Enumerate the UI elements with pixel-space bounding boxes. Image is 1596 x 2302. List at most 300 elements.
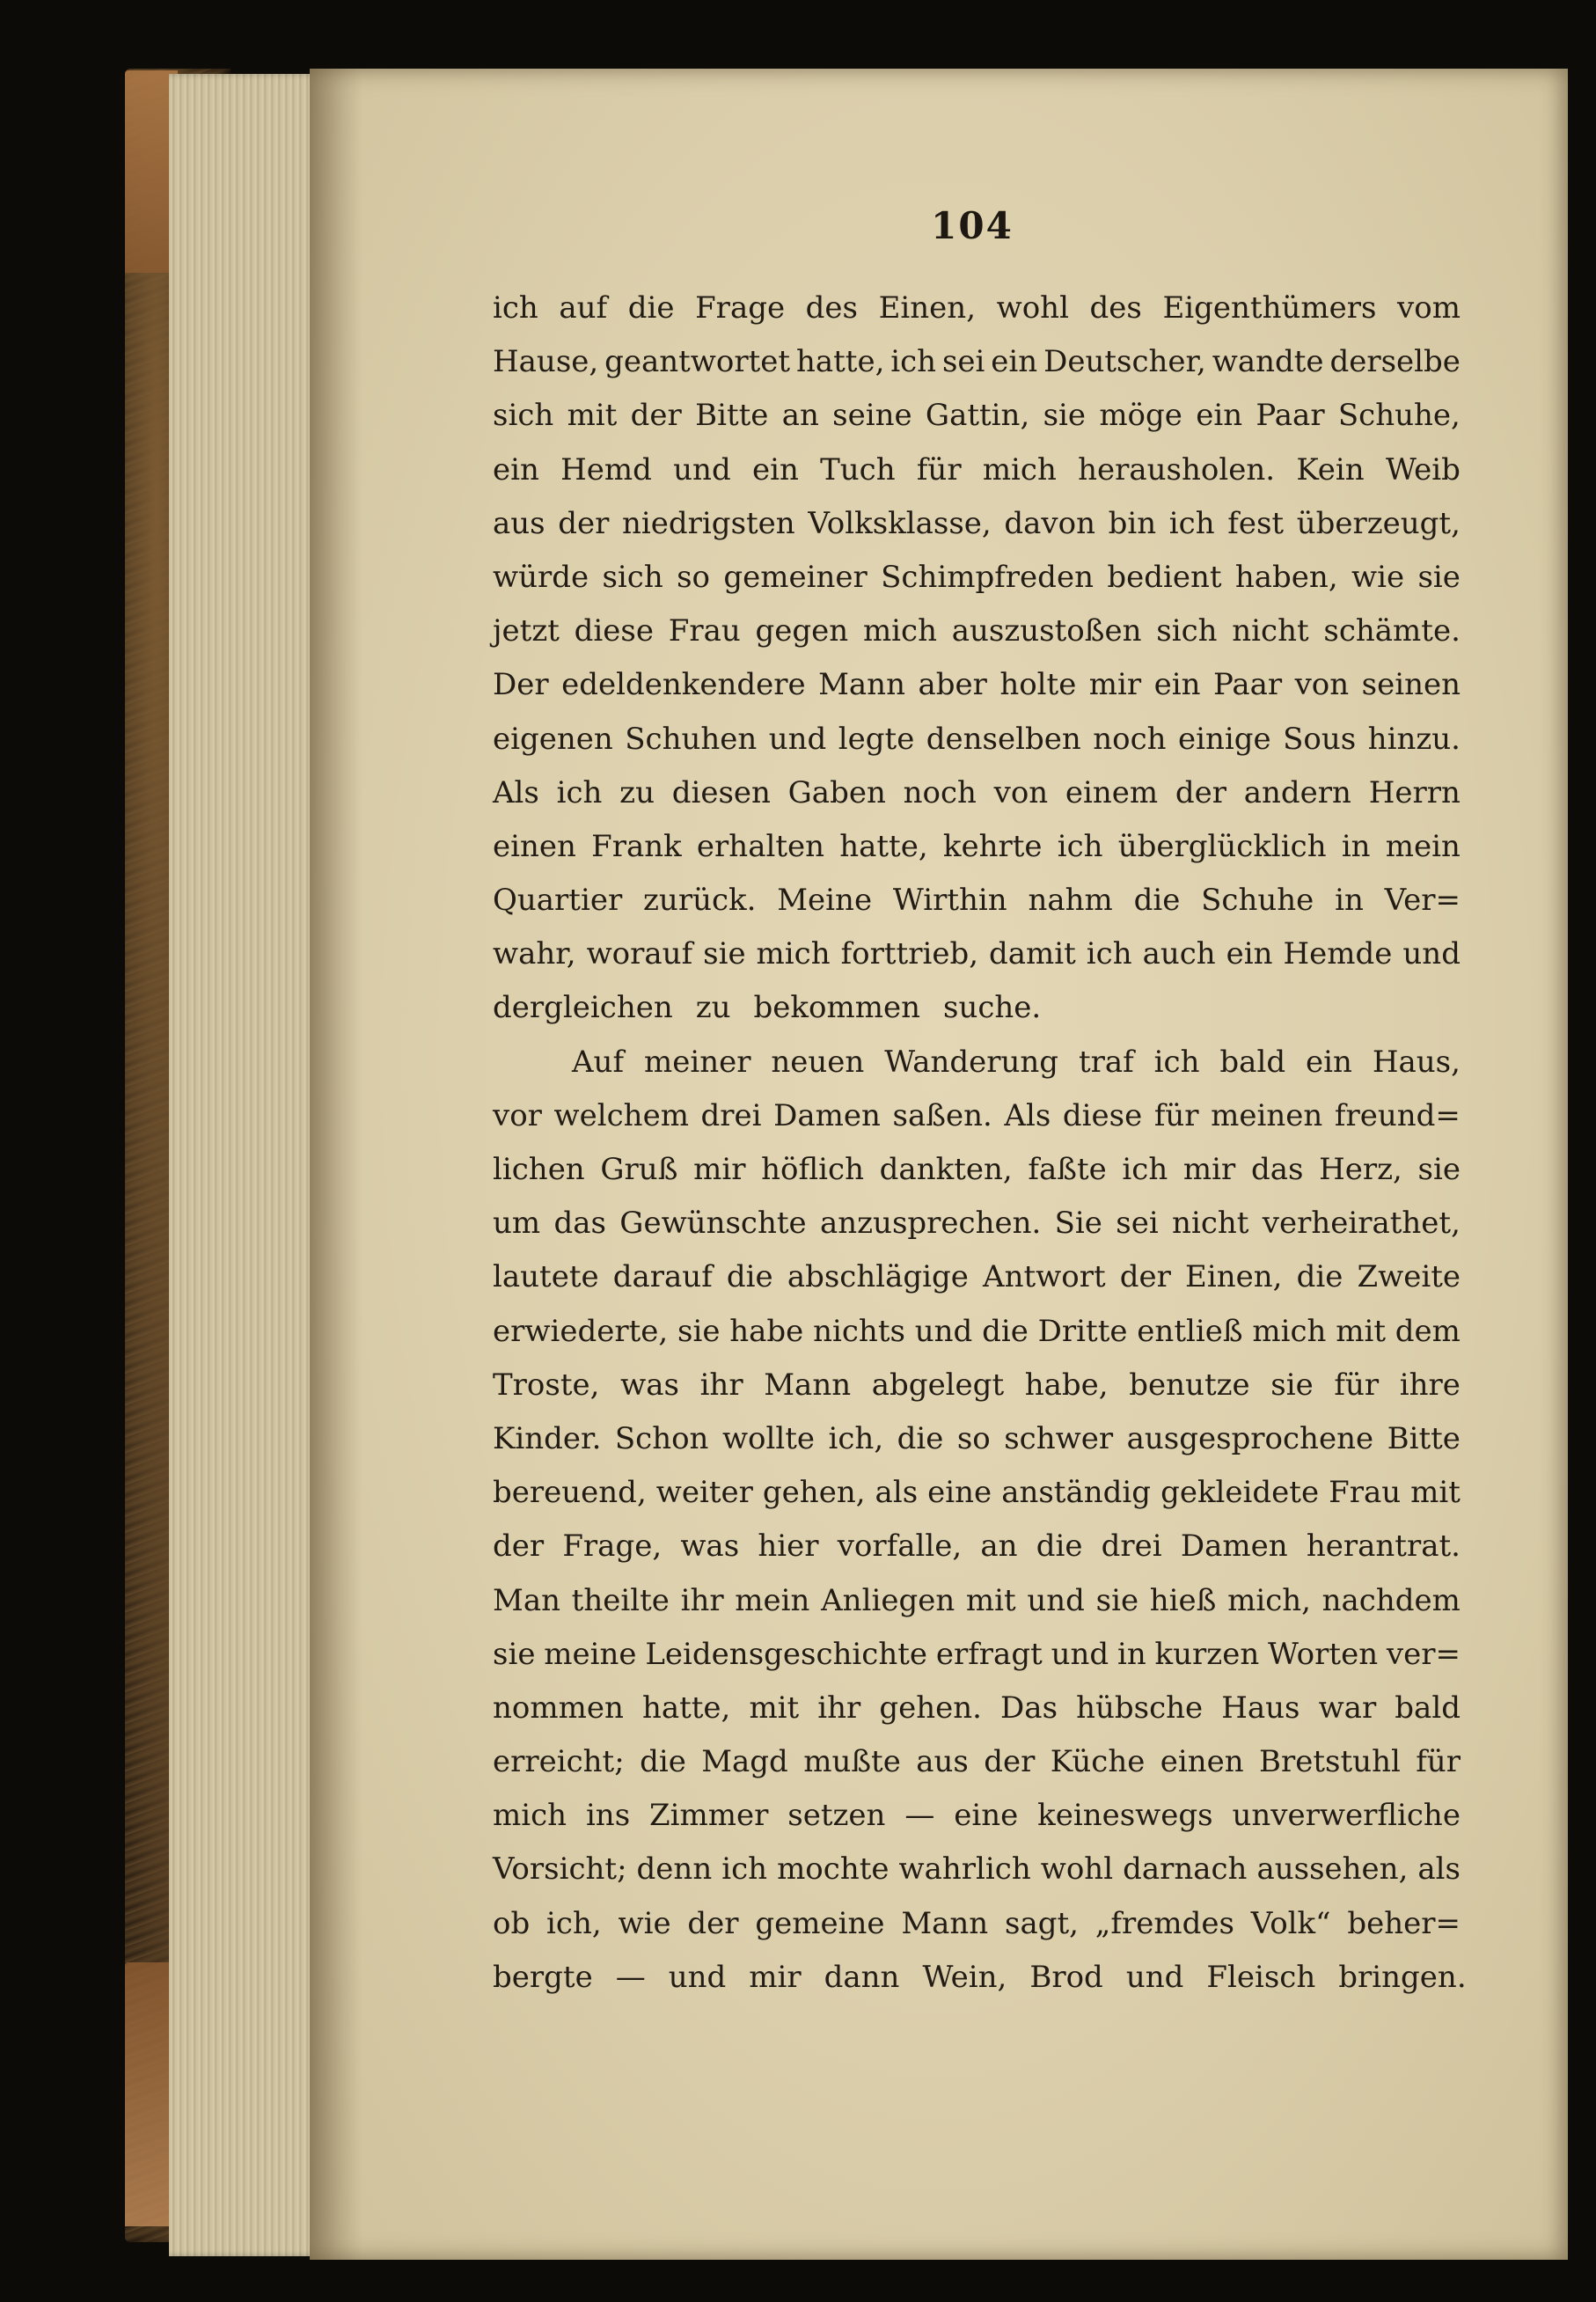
word: lautete — [493, 1259, 599, 1295]
word: gemeiner — [723, 559, 868, 595]
word: und — [1051, 1636, 1109, 1672]
text-line — [493, 1143, 1461, 1197]
word: sich — [602, 559, 663, 595]
word: bringen. — [1338, 1959, 1467, 1995]
word: dann — [824, 1959, 900, 1995]
word: geantwortet — [604, 344, 791, 380]
word: sie — [1270, 1367, 1314, 1403]
word: gehen, — [762, 1475, 866, 1511]
word: derselbe — [1329, 344, 1461, 380]
word: legte — [838, 721, 915, 757]
word: forttrieb, — [840, 936, 979, 972]
word: sei — [1116, 1206, 1159, 1242]
word: sie — [1043, 398, 1087, 434]
word: hatte, — [795, 344, 885, 380]
text-line — [493, 389, 1461, 443]
text-line — [493, 1628, 1461, 1682]
word: aus — [493, 505, 545, 541]
word: vom — [1397, 290, 1461, 326]
word: andern — [1243, 774, 1351, 810]
word: wie — [618, 1905, 671, 1941]
word: Paar — [1256, 398, 1325, 434]
word: denselben — [926, 721, 1081, 757]
word: Dritte — [1037, 1313, 1128, 1349]
word: einen — [493, 828, 576, 864]
word: Haus, — [1372, 1044, 1461, 1080]
word: würde — [493, 559, 589, 595]
word: Einen, — [878, 290, 977, 326]
word: Frage, — [562, 1529, 663, 1565]
word: mich — [862, 613, 937, 649]
body-text — [493, 282, 1467, 2005]
word: nicht — [1232, 613, 1309, 649]
word: anzusprechen. — [819, 1206, 1042, 1242]
word: und — [914, 1313, 973, 1349]
word: haben, — [1234, 559, 1338, 595]
word: Weib — [1385, 451, 1461, 488]
word: abschlägige — [787, 1259, 969, 1295]
text-line — [493, 1036, 1461, 1089]
word: auf — [559, 290, 608, 326]
word: der — [1175, 774, 1227, 810]
gutter-shadow — [310, 69, 362, 2260]
word: in — [1335, 883, 1364, 919]
word: seine — [832, 398, 912, 434]
page-number: 104 — [931, 204, 1014, 247]
word: Damen — [773, 1097, 881, 1133]
word: bereuend, — [493, 1475, 647, 1511]
word: des — [1089, 290, 1142, 326]
word: zu — [619, 774, 655, 810]
word: mich — [493, 1798, 567, 1834]
word: seinen — [1361, 667, 1461, 703]
word: faßte — [1028, 1152, 1107, 1187]
word: und — [668, 1959, 727, 1995]
word: davon — [1004, 505, 1095, 541]
word: hatte, — [641, 1690, 731, 1726]
word: nichts — [813, 1313, 905, 1349]
word: an — [980, 1529, 1018, 1565]
word: des — [805, 290, 859, 326]
word: ich — [1153, 1044, 1200, 1080]
word: habe — [729, 1313, 804, 1349]
word: die — [1296, 1259, 1343, 1295]
word: bedient — [1107, 559, 1222, 595]
text-line — [493, 927, 1461, 981]
word: Haus — [1221, 1690, 1300, 1726]
word: saßen. — [892, 1097, 992, 1133]
word: so — [677, 559, 711, 595]
text-line — [493, 1951, 1467, 2005]
word: ich — [1057, 828, 1103, 864]
word: für — [1334, 1367, 1380, 1403]
word: hübsche — [1076, 1690, 1204, 1726]
word: und — [673, 451, 731, 488]
text-line — [493, 1089, 1461, 1143]
word: Küche — [1050, 1744, 1146, 1780]
text-line — [493, 1359, 1461, 1412]
word: diese — [574, 613, 654, 649]
word: erreicht; — [493, 1744, 625, 1780]
word: ein — [1226, 936, 1273, 972]
word: ein — [991, 344, 1038, 380]
word: Sous — [1283, 721, 1357, 757]
word: der — [984, 1744, 1036, 1780]
word: Wein, — [922, 1959, 1007, 1995]
word: bekommen — [753, 990, 921, 1026]
word: erhalten — [696, 828, 825, 864]
word: Frau — [1329, 1475, 1402, 1511]
text-line — [493, 1197, 1461, 1250]
word: Schuhe, — [1337, 398, 1461, 434]
word: sagt, — [1005, 1905, 1079, 1941]
word: Tuch — [820, 451, 896, 488]
text-line — [493, 551, 1461, 605]
word: edeldenkendere — [561, 667, 806, 703]
word: die — [726, 1259, 773, 1295]
word: dankten, — [879, 1152, 1013, 1187]
word: ein — [1196, 398, 1243, 434]
word: benutze — [1129, 1367, 1250, 1403]
word: die — [640, 1744, 686, 1780]
word: und — [1402, 936, 1461, 972]
word: gehen. — [879, 1690, 982, 1726]
word: ich — [1122, 1152, 1168, 1187]
text-line — [493, 444, 1461, 497]
word: traf — [1078, 1044, 1134, 1080]
text-line — [493, 981, 1461, 1035]
word: Leidensgeschichte — [645, 1636, 928, 1672]
text-line — [493, 1682, 1461, 1735]
word: Bitte — [1387, 1420, 1461, 1456]
word: setzen — [787, 1798, 886, 1834]
word: Frank — [591, 828, 682, 864]
word: mich — [756, 936, 831, 972]
text-line — [493, 1520, 1461, 1573]
word: drei — [700, 1097, 762, 1133]
word: gemeine — [755, 1905, 885, 1941]
word: lichen — [493, 1152, 585, 1187]
word: kurzen — [1154, 1636, 1260, 1672]
word: theilte — [571, 1582, 670, 1618]
word: mit — [1336, 1313, 1386, 1349]
word: Hause, — [493, 344, 599, 380]
word: ich — [493, 290, 538, 326]
word: ver= — [1386, 1636, 1461, 1672]
word: Vorsicht; — [493, 1851, 627, 1888]
word: habe, — [1024, 1367, 1109, 1403]
word: Kinder. — [493, 1420, 602, 1456]
word: gegen — [755, 613, 849, 649]
word: Hemd — [560, 451, 652, 488]
word: die — [627, 290, 675, 326]
word: sich — [1156, 613, 1218, 649]
word: beher= — [1347, 1905, 1461, 1941]
word: ich — [1168, 505, 1215, 541]
word: kehrte — [942, 828, 1043, 864]
word: ich — [1086, 936, 1132, 972]
word: mit — [965, 1582, 1016, 1618]
word: Auf — [572, 1044, 625, 1080]
word: auch — [1142, 936, 1216, 972]
word: diese — [1062, 1097, 1143, 1133]
word: dergleichen — [493, 990, 673, 1026]
word: ihre — [1399, 1367, 1461, 1403]
text-line — [493, 874, 1461, 927]
word: mich, — [1227, 1582, 1311, 1618]
word: war — [1318, 1690, 1377, 1726]
word: aus — [916, 1744, 969, 1780]
text-line — [493, 1250, 1461, 1304]
word: höflich — [761, 1152, 864, 1187]
word: fest — [1227, 505, 1285, 541]
word: der — [1119, 1259, 1171, 1295]
word: ihr — [699, 1367, 743, 1403]
word: Zweite — [1357, 1259, 1461, 1295]
word: von — [1294, 667, 1350, 703]
word: für — [1416, 1744, 1461, 1780]
word: bin — [1108, 505, 1157, 541]
word: suche. — [943, 990, 1042, 1026]
word: Bretstuhl — [1259, 1744, 1401, 1780]
word: wohl — [996, 290, 1069, 326]
text-line — [493, 1305, 1461, 1359]
word: mußte — [803, 1744, 901, 1780]
word: ein — [751, 451, 799, 488]
word: niedrigsten — [622, 505, 795, 541]
word: mochte — [777, 1851, 890, 1888]
word: Frau — [668, 613, 741, 649]
word: Gewünschte — [619, 1206, 807, 1242]
word: herausholen. — [1078, 451, 1276, 488]
word: für — [916, 451, 962, 488]
word: ein — [1306, 1044, 1352, 1080]
word: Wanderung — [884, 1044, 1059, 1080]
word: ausgesprochene — [1126, 1420, 1374, 1456]
word: Volksklasse, — [808, 505, 992, 541]
word: darauf — [612, 1259, 713, 1295]
word: welchem — [553, 1097, 689, 1133]
word: Mann — [764, 1367, 852, 1403]
word: darnach — [1123, 1851, 1248, 1888]
word: Gattin, — [925, 398, 1030, 434]
word: hinzu. — [1367, 721, 1461, 757]
text-line — [493, 282, 1461, 335]
word: ein — [1153, 667, 1201, 703]
word: als — [875, 1475, 919, 1511]
word: sich — [493, 398, 554, 434]
word: Anliegen — [821, 1582, 955, 1618]
word: bald — [1219, 1044, 1286, 1080]
word: wandte — [1212, 344, 1324, 380]
word: für — [1153, 1097, 1199, 1133]
word: nachdem — [1321, 1582, 1461, 1618]
word: Schon — [614, 1420, 709, 1456]
word: Damen — [1180, 1529, 1288, 1565]
text-line — [493, 713, 1461, 766]
word: mit — [567, 398, 618, 434]
text-line — [493, 1897, 1461, 1951]
word: jetzt — [493, 613, 560, 649]
word: der — [493, 1529, 545, 1565]
word: die — [982, 1313, 1029, 1349]
word: einem — [1065, 774, 1159, 810]
word: sie — [1417, 559, 1461, 595]
text-line — [493, 1466, 1461, 1520]
word: zu — [695, 990, 731, 1026]
word: eigenen — [493, 721, 613, 757]
word: ich — [556, 774, 603, 810]
word: eine — [954, 1798, 1019, 1834]
text-line — [493, 820, 1461, 874]
word: ich — [721, 1851, 768, 1888]
word: ein — [493, 451, 539, 488]
word: Bitte — [695, 398, 769, 434]
word: hatte, — [839, 828, 928, 864]
word: Hemde — [1283, 936, 1393, 972]
word: überzeugt, — [1296, 505, 1461, 541]
text-line — [493, 658, 1461, 712]
word: — — [904, 1798, 935, 1834]
word: Antwort — [983, 1259, 1106, 1295]
word: Volk“ — [1250, 1905, 1331, 1941]
word: sie — [1417, 1152, 1461, 1187]
word: wie — [1351, 559, 1405, 595]
word: mich — [982, 451, 1057, 488]
word: freund= — [1334, 1097, 1461, 1133]
word: und — [1027, 1582, 1085, 1618]
word: denn — [636, 1851, 713, 1888]
word: überglücklich — [1117, 828, 1327, 864]
word: einige — [1178, 721, 1271, 757]
word: mir — [749, 1959, 802, 1995]
word: bald — [1395, 1690, 1461, 1726]
word: die — [1036, 1529, 1083, 1565]
word: sie — [703, 936, 746, 972]
word: als — [1417, 1851, 1461, 1888]
word: so — [956, 1420, 991, 1456]
word: und — [1125, 1959, 1184, 1995]
word: „fremdes — [1095, 1905, 1234, 1941]
word: Magd — [701, 1744, 788, 1780]
word: Man — [493, 1582, 560, 1618]
word: Zimmer — [649, 1798, 769, 1834]
word: um — [493, 1206, 541, 1242]
word: Als — [493, 774, 539, 810]
word: von — [993, 774, 1049, 810]
word: Frage — [695, 290, 786, 326]
word: Herz, — [1319, 1152, 1402, 1187]
word: Kein — [1296, 451, 1365, 488]
word: schwer — [1004, 1420, 1114, 1456]
word: nicht — [1172, 1206, 1249, 1242]
word: drei — [1101, 1529, 1162, 1565]
word: mir — [1088, 667, 1142, 703]
word: meine — [544, 1636, 637, 1672]
word: Paar — [1212, 667, 1283, 703]
word: das — [1250, 1152, 1304, 1187]
text-line — [493, 1574, 1461, 1628]
word: meiner — [643, 1044, 751, 1080]
word: dem — [1395, 1313, 1461, 1349]
word: wahr, — [493, 936, 576, 972]
word: sie — [1095, 1582, 1139, 1618]
word: Gaben — [787, 774, 886, 810]
word: das — [553, 1206, 606, 1242]
word: wahrlich — [898, 1851, 1031, 1888]
word: Eigenthümers — [1162, 290, 1377, 326]
word: hier — [758, 1529, 819, 1565]
word: sei — [941, 344, 985, 380]
word: mein — [735, 1582, 810, 1618]
word: ihr — [817, 1690, 861, 1726]
word: Deutscher, — [1043, 344, 1206, 380]
word: aber — [918, 667, 987, 703]
word: Der — [493, 667, 549, 703]
word: Mann — [901, 1905, 989, 1941]
text-line — [493, 335, 1461, 389]
word: mit — [1410, 1475, 1461, 1511]
word: diesen — [671, 774, 771, 810]
word: entließ — [1137, 1313, 1243, 1349]
word: Brod — [1029, 1959, 1103, 1995]
word: mit — [749, 1690, 800, 1726]
word: der — [630, 398, 682, 434]
word: weiter — [655, 1475, 753, 1511]
word: der — [558, 505, 610, 541]
word: ich, — [828, 1420, 884, 1456]
word: neuen — [771, 1044, 865, 1080]
word: ob — [493, 1905, 531, 1941]
word: ich, — [546, 1905, 602, 1941]
text-line — [493, 1843, 1461, 1896]
word: was — [620, 1367, 679, 1403]
word: auszustoßen — [951, 613, 1142, 649]
text-line — [493, 1735, 1461, 1789]
word: mir — [1182, 1152, 1236, 1187]
text-line — [493, 766, 1461, 820]
text-line — [493, 497, 1461, 551]
text-line — [493, 1412, 1461, 1466]
word: ins — [585, 1798, 631, 1834]
word: der — [687, 1905, 739, 1941]
text-line — [493, 605, 1461, 658]
word: noch — [1093, 721, 1167, 757]
word: damit — [989, 936, 1076, 972]
word: Gruß — [600, 1152, 678, 1187]
word: Herrn — [1368, 774, 1461, 810]
word: die — [897, 1420, 944, 1456]
word: ihr — [680, 1582, 724, 1618]
word: Schuhe — [1201, 883, 1314, 919]
word: — — [615, 1959, 646, 1995]
word: Sie — [1054, 1206, 1102, 1242]
word: Einen, — [1185, 1259, 1283, 1295]
word: erwiederte, — [493, 1313, 669, 1349]
word: worauf — [586, 936, 693, 972]
word: Mann — [818, 667, 905, 703]
word: in — [1116, 1636, 1146, 1672]
word: eine — [927, 1475, 992, 1511]
word: Fleisch — [1206, 1959, 1316, 1995]
word: Schuhen — [625, 721, 758, 757]
word: hieß — [1149, 1582, 1217, 1618]
word: noch — [903, 774, 977, 810]
word: bergte — [493, 1959, 593, 1995]
word: die — [1133, 883, 1181, 919]
word: anständig — [1001, 1475, 1152, 1511]
word: in — [1341, 828, 1371, 864]
